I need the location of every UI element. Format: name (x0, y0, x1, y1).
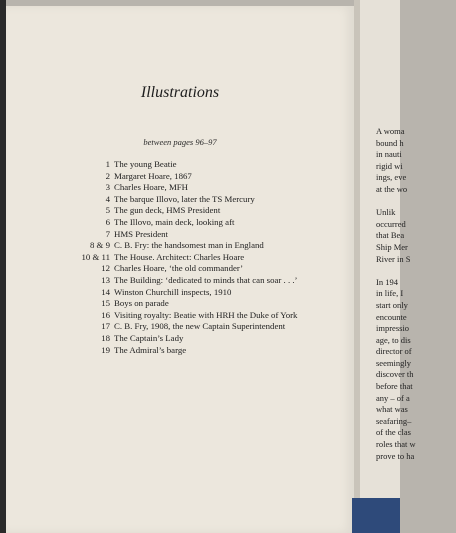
illustration-number: 14 (101, 286, 110, 297)
next-page-line: discover th (376, 369, 414, 380)
book-page-right-edge (360, 0, 416, 520)
illustration-number: 13 (101, 274, 110, 285)
illustration-item (63, 159, 343, 171)
next-page-line: director of (376, 346, 412, 357)
illustration-caption: Charles Hoare, MFH (114, 182, 189, 193)
illustration-caption: HMS President (114, 228, 169, 239)
illustration-caption: The young Beatie (114, 159, 177, 169)
book-cover-binding (352, 498, 400, 533)
illustration-number: 16 (101, 309, 110, 320)
illustration-number: 4 (105, 193, 110, 204)
illustration-item (63, 217, 343, 229)
illustration-caption: C. B. Fry: the handsomest man in England (114, 240, 264, 251)
illustration-item (63, 287, 343, 299)
next-page-line: rigid wi (376, 160, 403, 171)
next-page-line: seemingly (376, 357, 411, 368)
next-page-line: any – of a (376, 392, 410, 403)
next-page-line: bound h (376, 137, 404, 148)
illustration-caption: Boys on parade (114, 298, 169, 309)
next-page-line: Unlik (376, 207, 396, 218)
illustration-item (63, 205, 343, 217)
illustration-item (63, 240, 343, 252)
next-page-line: encounte (376, 311, 407, 322)
illustration-item (63, 345, 343, 357)
illustrations-list (63, 159, 343, 356)
illustration-item (63, 321, 343, 333)
next-page-line: In 194 (376, 276, 398, 287)
illustration-item (63, 263, 343, 275)
next-page-line: at the wo (376, 183, 408, 194)
illustration-number: 18 (101, 332, 110, 343)
next-page-line: ings, eve (376, 172, 407, 183)
next-page-line: impressio (376, 323, 410, 334)
illustration-number: 1 (105, 159, 110, 169)
next-page-line: before that (376, 381, 413, 392)
illustration-caption: C. B. Fry, 1908, the new Captain Superintendent (114, 321, 286, 332)
illustration-item (63, 194, 343, 206)
illustration-caption: Winston Churchill inspects, 1910 (114, 286, 232, 297)
illustration-number: 2 (105, 170, 110, 181)
book-page-left (6, 6, 355, 533)
next-page-line: in life, I (376, 288, 404, 299)
next-page-line: occurred (376, 218, 406, 229)
next-page-line: seafaring– (376, 415, 412, 426)
illustration-number: 10 & 11 (81, 251, 110, 262)
next-page-line: Ship Mer (376, 241, 408, 252)
illustration-item (63, 275, 343, 287)
next-page-line: roles that w (376, 439, 416, 450)
next-page-line (376, 265, 456, 277)
illustration-number: 7 (105, 228, 110, 239)
illustration-item (63, 182, 343, 194)
illustration-item (63, 310, 343, 322)
next-page-text (376, 126, 456, 462)
illustration-caption: The gun deck, HMS President (114, 205, 221, 216)
next-page-line: of the clas (376, 427, 411, 438)
illustration-number: 8 & 9 (89, 240, 110, 251)
next-page-line: start only (376, 299, 408, 310)
illustration-item (63, 229, 343, 241)
illustration-number: 5 (105, 205, 110, 216)
illustration-number: 12 (101, 263, 110, 274)
illustration-caption: Visiting royalty: Beatie with HRH the Duke of York (114, 309, 298, 320)
next-page-line: that Bea (376, 230, 405, 241)
next-page-line: prove to ha (376, 450, 415, 461)
page-title: Illustrations (140, 84, 220, 101)
next-page-line: age, to dis (376, 334, 411, 345)
next-page-line: River in S (376, 253, 411, 264)
section-heading: between pages 96–97 (143, 137, 217, 147)
next-page-line: in nauti (376, 149, 402, 160)
illustration-number: 6 (105, 216, 110, 227)
illustration-caption: The Admiral’s barge (114, 344, 187, 355)
illustration-item (63, 298, 343, 310)
illustration-number: 15 (101, 298, 110, 309)
next-page-line (376, 196, 456, 208)
illustration-item (63, 333, 343, 345)
illustration-number: 19 (101, 344, 110, 355)
illustration-caption: The Illovo, main deck, looking aft (114, 216, 235, 227)
illustration-caption: The House. Architect: Charles Hoare (114, 251, 245, 262)
illustration-item (63, 171, 343, 183)
illustration-number: 17 (101, 321, 110, 332)
next-page-line: what was (376, 404, 408, 415)
illustration-caption: The Building: ‘dedicated to minds that can soar . . .’ (114, 274, 298, 285)
illustration-caption: The Captain’s Lady (114, 332, 184, 343)
illustration-caption: The barque Illovo, later the TS Mercury (114, 193, 255, 204)
illustration-item (63, 252, 343, 264)
illustration-number: 3 (105, 182, 110, 193)
next-page-line: A woma (376, 126, 405, 136)
illustration-caption: Charles Hoare, ‘the old commander’ (114, 263, 244, 274)
illustration-caption: Margaret Hoare, 1867 (114, 170, 192, 181)
